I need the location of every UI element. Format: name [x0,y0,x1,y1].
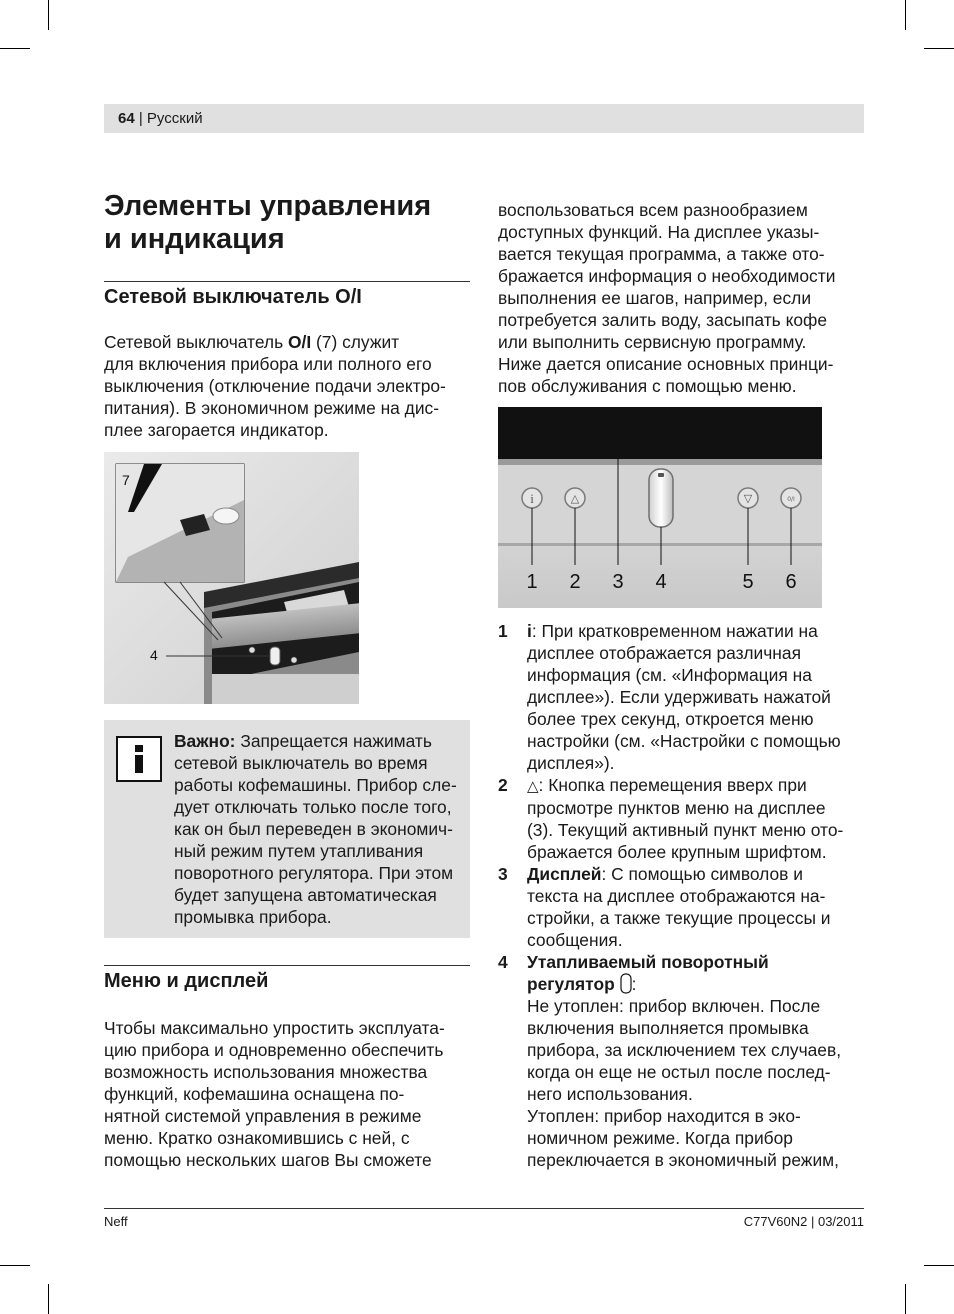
paragraph-line: меню. Кратко ознакомившись с ней, с [104,1128,410,1148]
page-title-line: и индикация [104,223,285,255]
text-run: : Кнопка перемещения вверх при [538,775,807,795]
list-item [498,620,864,774]
paragraph-line: вается текущая программа, а также ото- [498,244,825,264]
paragraph-line: бражается информация о необходимости [498,266,836,286]
paragraph-line [527,951,864,973]
paragraph-line: текста на дисплее отображаются на- [527,886,826,906]
info-button-label: i [530,491,534,506]
paragraph-line: работы кофемашины. Прибор сле- [174,775,457,795]
list-item [498,951,864,1171]
paragraph-line: прибора, за исключением тех случаев, [527,1040,842,1060]
text-bold: O/I [287,332,312,352]
controls-list [498,620,864,1171]
paragraph-line: информация (см. «Информация на [527,665,812,685]
power-button-label: 0/I [787,496,795,503]
figure-label-2: 2 [569,571,581,593]
text-run: Запрещается нажимать [235,731,432,751]
paragraph-line: сетевой выключатель во время [174,753,428,773]
crop-mark [48,0,49,30]
paragraph-line: переключается в экономичный режим, [527,1150,839,1170]
paragraph-line: просмотре пунктов меню на дисплее [527,798,826,818]
paragraph-line: когда он еще не остыл после послед- [527,1062,831,1082]
menu-display-paragraph-continued [498,199,864,397]
section-rule [104,965,470,966]
paragraph-line: Утоплен: прибор находится в эко- [527,1106,801,1126]
section-paragraph-menu-display [104,1017,470,1171]
page-title-line: Элементы управления [104,190,432,222]
figure-label-6: 6 [785,571,797,593]
paragraph-line: помощью нескольких шагов Вы сможете [104,1150,432,1170]
paragraph-line: цию прибора и одновременно обеспечить [104,1040,444,1060]
paragraph-line: него использования. [527,1084,693,1104]
paragraph-line: бражается более крупным шрифтом. [527,842,827,862]
figure-label-1: 1 [526,571,538,593]
paragraph-line: Не утоплен: прибор включен. После [527,996,821,1016]
paragraph-line: ный режим путем утапливания [174,841,424,861]
paragraph-line: потребуется залить воду, засыпать кофе [498,310,828,330]
paragraph-line [174,730,470,752]
rotary-knob-icon [649,469,673,527]
section-paragraph-power-switch [104,331,470,441]
footer-model-date: C77V60N2 | 03/2011 [743,1214,864,1229]
section-heading-power-switch: Сетевой выключатель O/I [104,286,362,308]
page-title [104,190,474,256]
crop-mark [0,1265,30,1266]
figure-label-4: 4 [655,571,667,593]
paragraph-line: питания). В экономичном режиме на дис- [104,398,440,418]
paragraph-line: возможность использования множества [104,1062,428,1082]
paragraph-line: будет запущена автоматическая [174,885,437,905]
text-bold: Важно: [174,731,236,751]
paragraph-line [527,863,864,885]
control-panel-figure [498,407,822,608]
paragraph-line: выполнения ее шагов, например, если [498,288,812,308]
important-note-text [174,730,470,928]
info-icon [116,736,162,782]
paragraph-line: плее загорается индикатор. [104,420,329,440]
paragraph-line: номичном режиме. Когда прибор [527,1128,793,1148]
list-item-term: Утапливаемый поворотный [527,952,769,972]
list-item-term: регулятор [527,974,615,994]
paragraph-line: Чтобы максимально упростить эксплуата- [104,1018,445,1038]
paragraph-line: поворотного регулятора. При этом [174,863,454,883]
up-arrow-icon: △ [527,777,539,795]
list-item [498,774,864,863]
paragraph-line: доступных функций. На дисплее указы- [498,222,820,242]
paragraph-line: как он был переведен в экономич- [174,819,453,839]
paragraph-line [527,774,864,797]
footer-brand: Neff [104,1214,128,1229]
paragraph-line: промывка прибора. [174,907,332,927]
paragraph-line: выключения (отключение подачи электро- [104,376,446,396]
paragraph-line: пов обслуживания с помощью меню. [498,376,797,396]
paragraph-line: воспользоваться всем разнообразием [498,200,808,220]
list-item [498,863,864,951]
paragraph-line [104,331,470,353]
text-run: : С помощью символов и [601,864,803,884]
list-item-number: 1 [498,621,508,641]
callout-label-4: 4 [150,647,158,663]
list-item-number: 2 [498,775,508,795]
paragraph-line: более трех секунд, откроется меню [527,709,814,729]
list-item-term: Дисплей [527,864,602,884]
paragraph-line: дует отключать только после того, [174,797,452,817]
paragraph-line: дисплее»). Если удерживать нажатой [527,687,831,707]
list-item-term: i [527,621,532,641]
text-run: : При кратковременном нажатии на [531,621,818,641]
paragraph-line: дисплее отображается различная [527,643,801,663]
paragraph-line: нятной системой управления в режиме [104,1106,422,1126]
crop-mark [0,48,30,49]
text-run: Сетевой выключатель [104,332,288,352]
page-header [104,104,864,133]
paragraph-line: (3). Текущий активный пункт меню ото- [527,820,844,840]
text-run: : [631,974,637,994]
page-number: 64 [118,110,135,127]
paragraph-line: Ниже дается описание основных принци- [498,354,834,374]
footer-rule [104,1208,864,1209]
crop-mark [905,0,906,30]
crop-mark [924,1265,954,1266]
paragraph-line: или выполнить сервисную программу. [498,332,807,352]
section-rule [104,281,470,282]
paragraph-line: для включения прибора или полного его [104,354,432,374]
paragraph-line: стройки, а также текущие процессы и [527,908,831,928]
text-run: (7) служит [311,332,400,352]
paragraph-line [527,973,864,995]
crop-mark [48,1284,49,1314]
up-button-label: △ [570,492,580,505]
paragraph-line: включения выполняется промывка [527,1018,809,1038]
header-language: Русский [146,110,203,127]
paragraph-line [527,620,864,642]
figure-label-3: 3 [612,571,624,593]
header-separator: | [134,110,147,127]
crop-mark [905,1284,906,1314]
paragraph-line: настройки (см. «Настройки с помощью [527,731,841,751]
rotary-knob-icon [620,973,632,994]
crop-mark [924,48,954,49]
list-item-number: 3 [498,864,508,884]
figure-label-5: 5 [742,571,754,593]
callout-label-7: 7 [122,472,130,488]
paragraph-line: сообщения. [527,930,623,950]
page-header-text [118,110,203,127]
important-note [104,720,470,938]
paragraph-line: функций, кофемашина оснащена по- [104,1084,405,1104]
down-button-label: ▽ [743,492,753,505]
section-heading-menu-display: Меню и дисплей [104,970,269,992]
paragraph-line: дисплея»). [527,753,615,773]
list-item-number: 4 [498,952,508,972]
power-switch-figure [104,452,359,704]
